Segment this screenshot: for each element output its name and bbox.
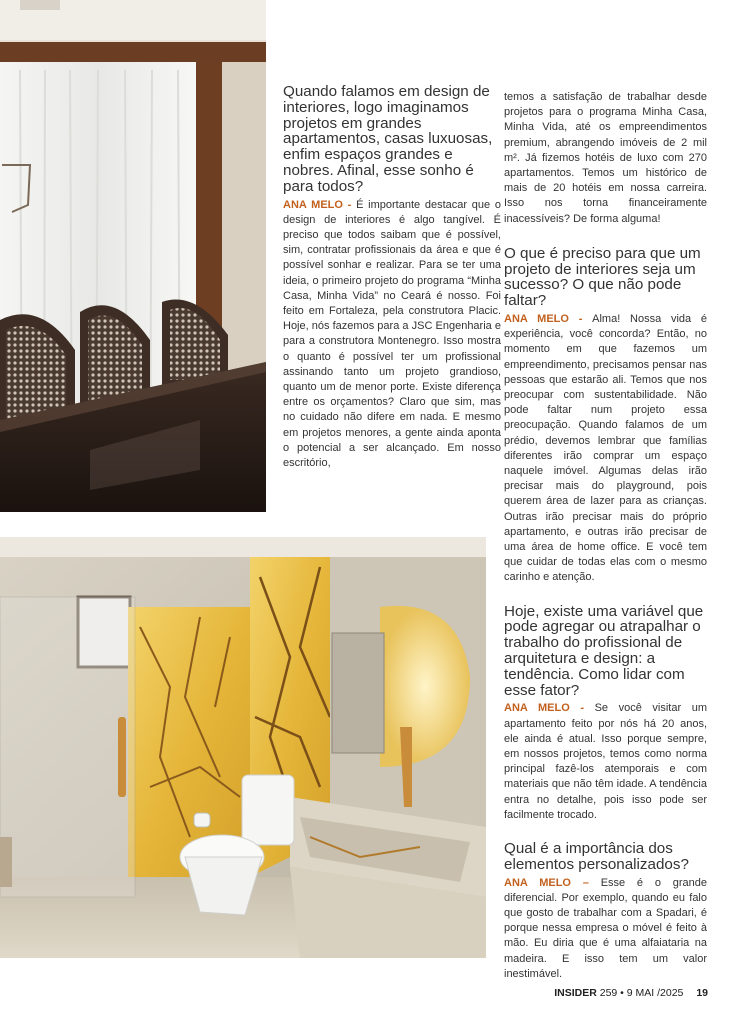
speaker-label: ANA MELO – (504, 876, 601, 889)
page-number: 19 (696, 987, 708, 999)
speaker-label: ANA MELO - (504, 702, 595, 715)
continued-paragraph: temos a satisfação de trabalhar desde projetos para o programa Minha Casa, Minha Vida, até os empreendimentos premium, abrangendo imóveis de 2 mil m². Já fizemos hotéis de luxo com 270 apartamentos. Temos um histórico de mais de 20 hotéis em nossa carreira. Isso nos torna financeiramente inacessíveis? De forma alguma! (504, 91, 707, 225)
speaker-label: ANA MELO - (504, 313, 593, 326)
magazine-name: INSIDER (554, 987, 597, 999)
question-heading: O que é preciso para que um projeto de interiores seja um sucesso? O que não pode faltar? (504, 244, 701, 310)
answer-text: Esse é o grande diferencial. Por exemplo, quando eu falo que gosto de trabalhar com a Spadari, é porque nessa empresa o móvel é feito à mão. Eu diria que é uma alfaiataria na madeira. E isso tem um valor inestimável. (504, 876, 707, 980)
answer-paragraph (504, 701, 707, 823)
speaker-label: ANA MELO - (283, 198, 357, 211)
question-heading: Qual é a importância dos elementos personalizados? (504, 840, 689, 873)
bathroom-photo (0, 537, 486, 958)
answer-paragraph (504, 312, 707, 586)
question-heading: Hoje, existe uma variável que pode agregar ou atrapalhar o trabalho do profissional de arquitetura e design: a tendência. Como lidar com esse fator? (504, 602, 704, 699)
question-heading: Quando falamos em design de interiores, logo imaginamos projetos em grandes apartamentos, casas luxuosas, enfim espaços grandes e nobres. Afinal, esse sonho é para todos? (283, 83, 493, 195)
dining-room-photo (0, 0, 266, 512)
left-text-column (283, 84, 501, 471)
answer-paragraph (283, 198, 501, 472)
answer-text: Se você visitar um apartamento feito por nós há 20 anos, ele ainda é atual. Isso porque sempre, em nossos projetos, temos como norma principal fazê-los atemporais e com materiais que não têm idade. A tendência entra no detalhe, pois isso pode ser facilmente trocado. (504, 702, 707, 821)
issue-info: 259 • 9 MAI /2025 (599, 987, 684, 999)
page-footer (554, 987, 708, 999)
answer-text: Alma! Nossa vida é experiência, você concorda? Então, no momento em que fazemos um empreendimento, precisamos pensar nas pessoas que estarão ali. Temos que nos preocupar com sustentabilidade. Não pode faltar num projeto essa preocupação. Quando falamos de um prédio, devemos lembrar que famílias diferentes irão comprar um espaço naquele imóvel. Algumas delas irão precisar mais do playground, pois querem área de lazer para as crianças. Outras irão precisar mais do próprio apartamento, e outras irão precisar de uma área de home office. E você tem que cuidar de todas elas com o mesmo carinho e atenção. (504, 313, 708, 584)
right-text-column (504, 90, 707, 982)
answer-text: É importante destacar que o design de interiores é algo tangível. É preciso que todos saibam que é possível, sim, contratar profissionais da área e que é possível sonhar e realizar. Para se ter uma ideia, o primeiro projeto do programa “Minha Casa, Minha Vida” no Ceará é nosso. Foi feito em Fortaleza, pela construtora Placic. Hoje, nós fazemos para a JSC Engenharia e para a construtora Montenegro. Isso mostra o quanto é possível ter um profissional assinando tanto um projeto grandioso, quanto um de menor porte. Existe diferença entre os orçamentos? Claro que sim, mas no cuidado não difere em nada. E mesmo em projetos menores, a gente ainda aponta o potencial a ser alcançado. Em nosso escritório, (283, 198, 501, 470)
answer-paragraph (504, 876, 707, 982)
